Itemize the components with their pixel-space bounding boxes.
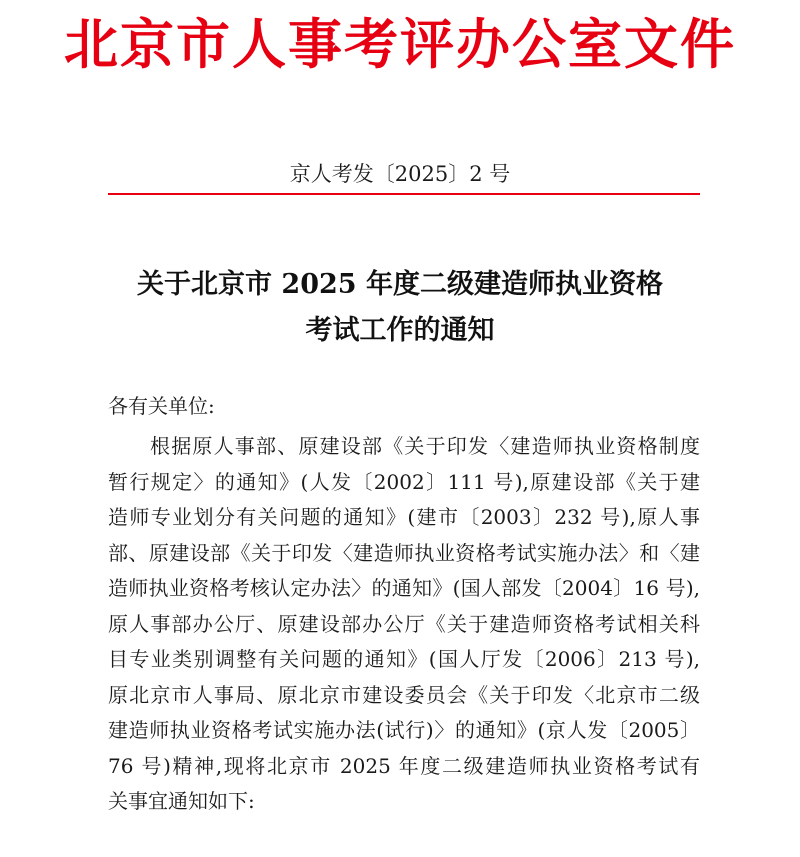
notice-title [0, 262, 800, 354]
body-line: 造师专业划分有关问题的通知》(建市〔2003〕232 号),原人事 [108, 505, 700, 529]
body-line: 目专业类别调整有关问题的通知》(国人厅发〔2006〕213 号), [108, 647, 700, 671]
notice-body [108, 429, 700, 820]
body-line: 原人事部办公厅、原建设部办公厅《关于建造师资格考试相关科 [108, 611, 700, 636]
red-divider-line [108, 193, 700, 195]
salutation: 各有关单位: [108, 394, 215, 418]
body-line: 原北京市人事局、原北京市建设委员会《关于印发〈北京市二级 [108, 682, 700, 707]
document-number: 京人考发〔2025〕2 号 [289, 162, 511, 186]
body-line: 关事宜通知如下: [108, 789, 255, 813]
body-line: 76 号)精神,现将北京市 2025 年度二级建造师执业资格考试有 [108, 753, 700, 778]
body-line: 造师执业资格考核认定办法〉的通知》(国人部发〔2004〕16 号), [108, 576, 700, 600]
notice-title-line: 考试工作的通知 [305, 315, 495, 346]
issuing-office-header: 北京市人事考评办公室文件 [64, 12, 736, 76]
body-line: 根据原人事部、原建设部《关于印发〈建造师执业资格制度 [150, 434, 700, 458]
body-line: 部、原建设部《关于印发〈建造师执业资格考试实施办法〉和〈建 [108, 540, 700, 565]
body-line: 建造师执业资格考试实施办法(试行)〉的通知》(京人发〔2005〕 [108, 718, 700, 742]
notice-title-line: 关于北京市 2025 年度二级建造师执业资格 [137, 269, 663, 300]
body-line: 暂行规定〉的通知》(人发〔2002〕111 号),原建设部《关于建 [108, 469, 700, 494]
